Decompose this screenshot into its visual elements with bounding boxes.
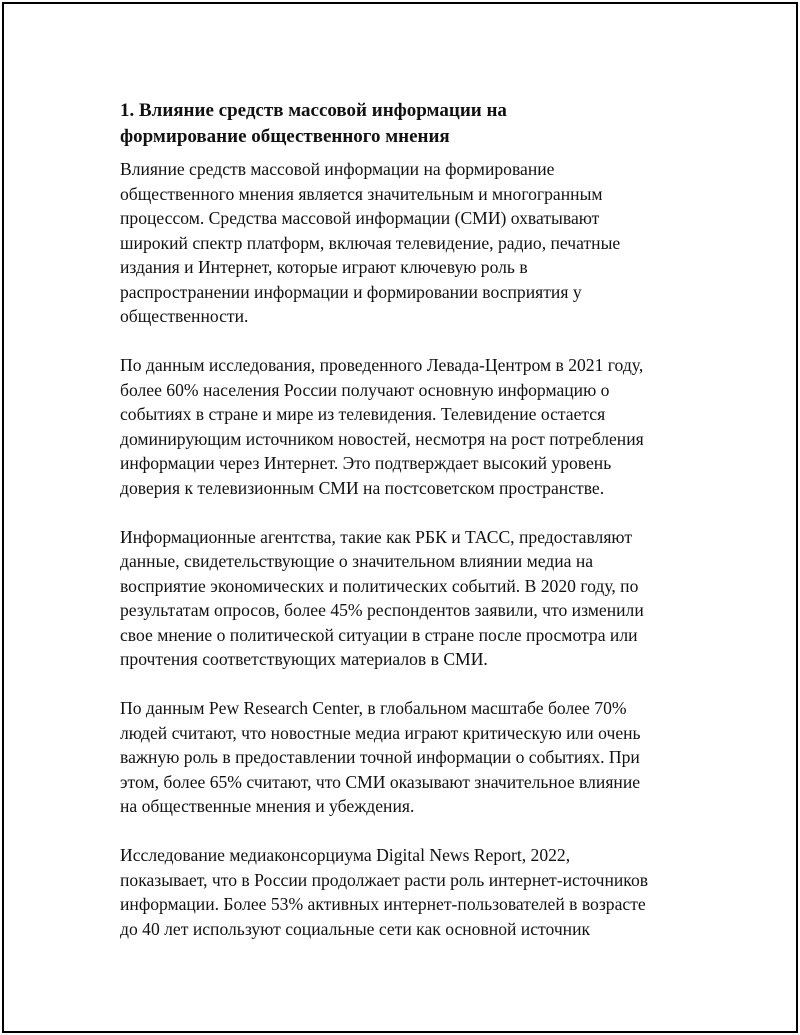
text-line: информации через Интернет. Это подтверждает высокий уровень [120,453,612,473]
text-line: результатам опросов, более 45% респондентов заявили, что изменили [120,600,644,620]
text-line: По данным Pew Research Center, в глобальном масштабе более 70% [120,698,627,718]
text-line: издания и Интернет, которые играют ключевую роль в [120,257,528,277]
heading-line: формирование общественного мнения [120,126,450,147]
text-line: информации. Более 53% активных интернет-пользователей в возрасте [120,894,646,914]
text-line: распространении информации и формировании восприятия у [120,281,582,302]
paragraph [120,157,690,329]
text-line: показывает, что в России продолжает расти роль интернет-источников [120,869,649,890]
text-line: прочтения соответствующих материалов в СМИ. [120,649,488,669]
text-line: данные, свидетельствующие о значительном влиянии медиа на [120,551,594,571]
text-line: Исследование медиаконсорциума Digital News Report, 2022, [120,845,571,865]
paragraph [120,843,690,941]
text-line: общественности. [120,306,249,326]
text-line: Информационные агентства, такие как РБК и ТАСС, предоставляют [120,526,633,547]
text-line: более 60% населения России получают основную информацию о [120,379,610,400]
heading-line: 1. Влияние средств массовой информации на [120,100,507,121]
document-content [120,98,690,941]
text-line: широкий спектр платформ, включая телевидение, радио, печатные [120,232,621,253]
text-line: людей считают, что новостные медиа играют критическую или очень [120,722,641,743]
text-line: на общественные мнения и убеждения. [120,796,415,816]
text-line: Влияние средств массовой информации на формирование [120,159,555,179]
text-line: доминирующим источником новостей, несмотря на рост потребления [120,428,644,449]
text-line: процессом. Средства массовой информации (СМИ) охватывают [120,208,600,228]
paragraph [120,353,690,500]
text-line: событиях в стране и мире из телевидения. Телевидение остается [120,404,606,424]
text-line: восприятие экономических и политических событий. В 2020 году, по [120,575,639,596]
text-line: важную роль в предоставлении точной информации о событиях. При [120,747,640,767]
text-line: этом, более 65% считают, что СМИ оказывают значительное влияние [120,771,641,792]
text-line: доверия к телевизионным СМИ на постсоветском пространстве. [120,477,605,498]
paragraph [120,525,690,672]
paragraph [120,696,690,819]
document-page [2,2,798,1033]
text-line: общественного мнения является значительным и многогранным [120,183,603,204]
text-line: до 40 лет используют социальные сети как основной источник [120,918,591,939]
text-line: По данным исследования, проведенного Левада-Центром в 2021 году, [120,355,644,375]
text-line: свое мнение о политической ситуации в стране после просмотра или [120,624,638,645]
section-heading [120,98,690,150]
